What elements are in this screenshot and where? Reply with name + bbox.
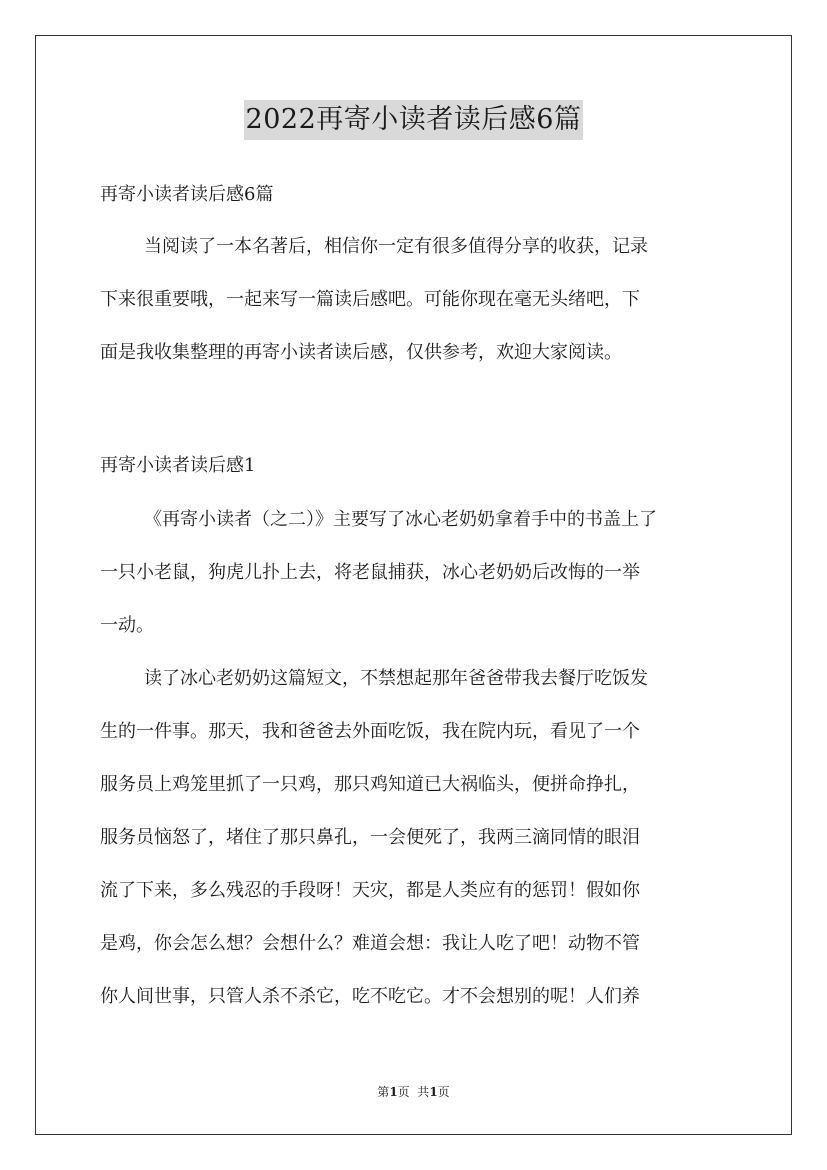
footer-page-current: 1 [389, 1085, 398, 1099]
section-heading: 再寄小读者读后感1 [100, 455, 256, 476]
document-title: 2022再寄小读者读后感6篇 [244, 100, 584, 140]
paragraph-line: 服务员恼怒了，堵住了那只鼻孔，一会便死了，我两三滴同情的眼泪 [100, 827, 640, 848]
intro-line: 下来很重要哦，一起来写一篇读后感吧。可能你现在毫无头绪吧，下 [100, 289, 640, 310]
paragraph-line: 生的一件事。那天，我和爸爸去外面吃饭，我在院内玩，看见了一个 [100, 721, 640, 742]
footer-page-suffix: 页 [437, 1085, 450, 1099]
paragraph-line: 服务员上鸡笼里抓了一只鸡，那只鸡知道已大祸临头，便拼命挣扎， [100, 774, 640, 795]
paragraph-line: 读了冰心老奶奶这篇短文，不禁想起那年爸爸带我去餐厅吃饭发 [144, 668, 648, 689]
footer-page-prefix: 第 [377, 1085, 390, 1099]
paragraph-line: 一只小老鼠，狗虎儿扑上去，将老鼠捕获，冰心老奶奶后改悔的一举 [100, 562, 640, 583]
page-footer [0, 1084, 827, 1100]
footer-page-mid: 页 共 [397, 1085, 430, 1099]
paragraph-line: 《再寄小读者（之二）》主要写了冰心老奶奶拿着手中的书盖上了 [144, 509, 657, 530]
footer-page-total: 1 [429, 1085, 438, 1099]
title-container [0, 100, 827, 140]
paragraph-line: 一动。 [100, 615, 154, 636]
document-subtitle: 再寄小读者读后感6篇 [100, 184, 274, 205]
intro-line: 面是我收集整理的再寄小读者读后感，仅供参考，欢迎大家阅读。 [100, 342, 622, 363]
paragraph-line: 你人间世事，只管人杀不杀它，吃不吃它。才不会想别的呢！人们养 [100, 986, 640, 1007]
paragraph-line: 流了下来，多么残忍的手段呀！天灾，都是人类应有的惩罚！假如你 [100, 880, 640, 901]
paragraph-line: 是鸡，你会怎么想？会想什么？难道会想：我让人吃了吧！动物不管 [100, 933, 640, 954]
intro-line: 当阅读了一本名著后，相信你一定有很多值得分享的收获，记录 [144, 236, 648, 257]
